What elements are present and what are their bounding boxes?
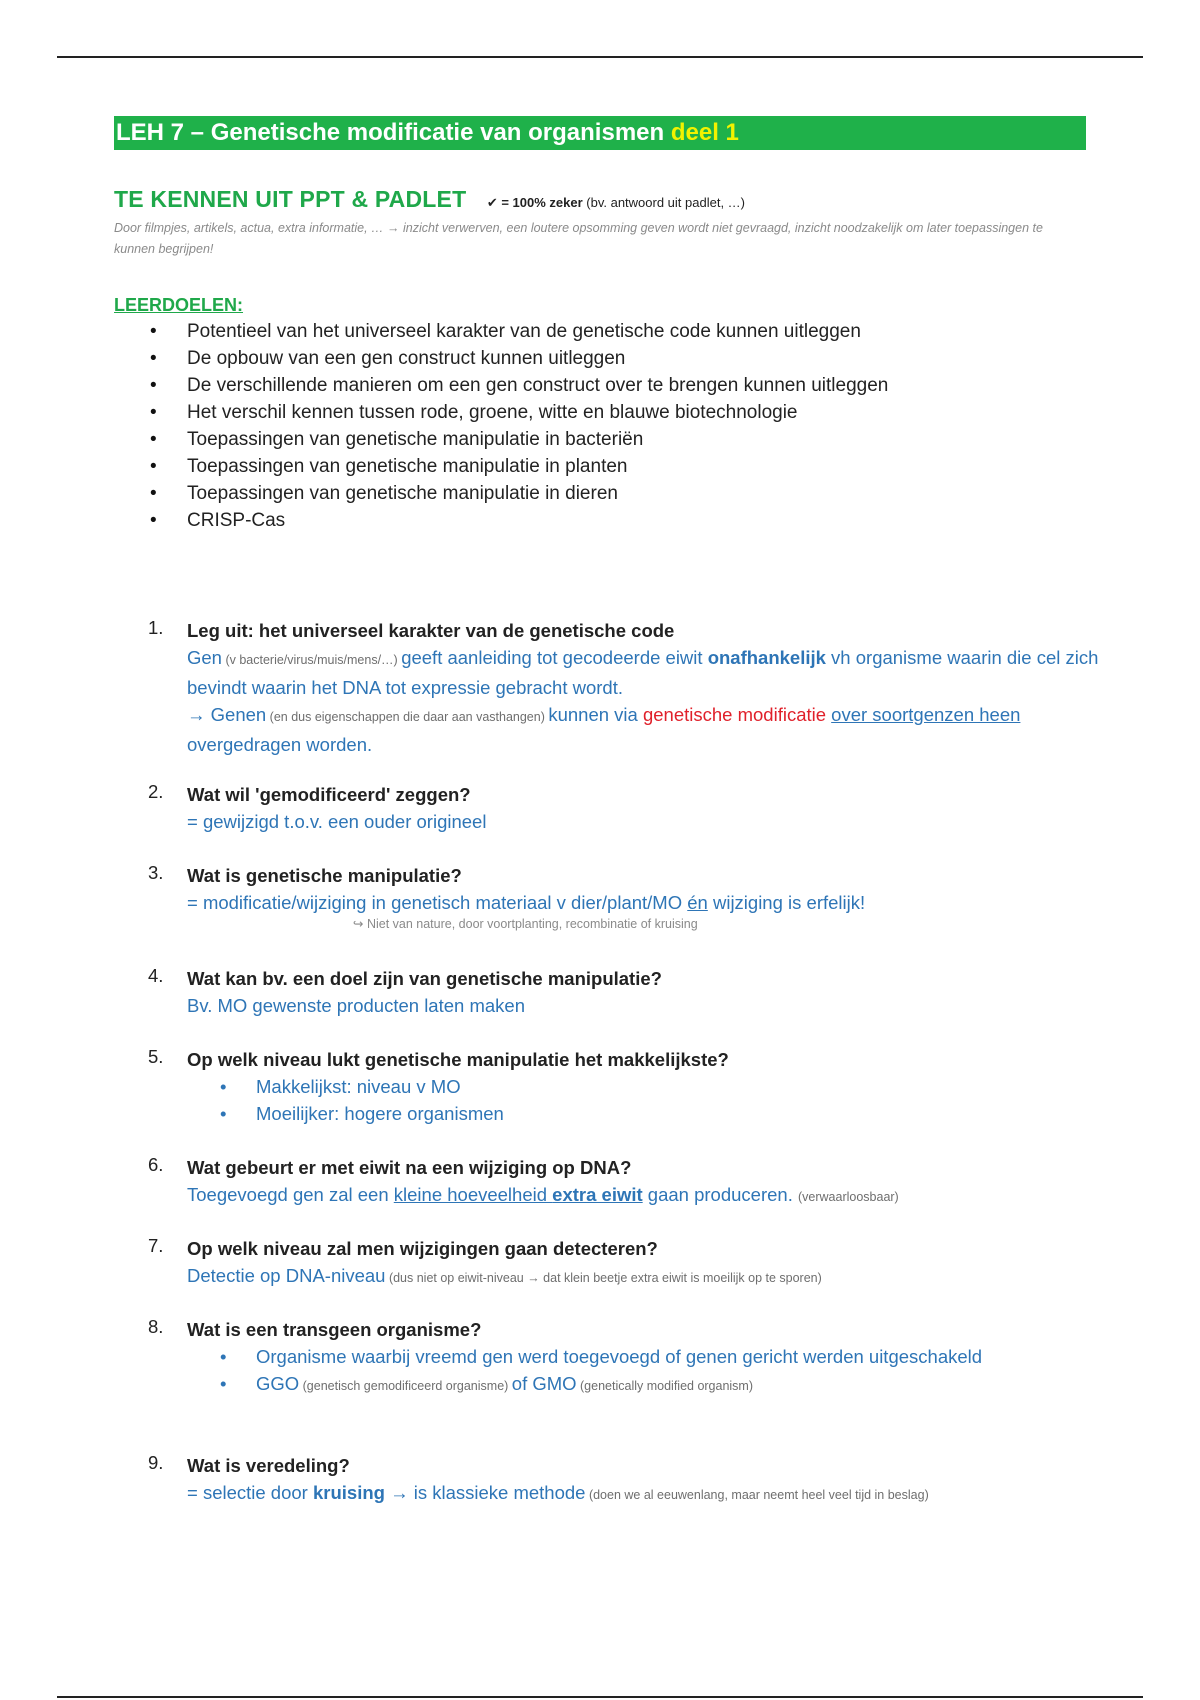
answer-part: = modificatie/wijziging in genetisch materiaal v dier/plant/MO (187, 892, 688, 913)
question-text: Op welk niveau zal men wijzigingen gaan detecteren? (187, 1238, 658, 1259)
answer-aside: (genetically modified organism) (576, 1379, 754, 1393)
question-1 (148, 617, 1108, 758)
question-number: 4. (148, 965, 164, 986)
chapter-title-highlight: deel 1 (670, 119, 739, 146)
answer-item: • Organisme waarbij vreemd gen werd toegevoegd of genen gericht werden uitgeschakeld (220, 1343, 1108, 1370)
certainty-bold: = 100% zeker (497, 195, 583, 210)
question-4 (148, 965, 1108, 1019)
goal-item: • Het verschil kennen tussen rode, groene, witte en blauwe biotechnologie (148, 399, 888, 426)
arrow-icon: → Genen (187, 704, 267, 725)
answer-part: → is klassieke methode (384, 1482, 586, 1503)
answer-item: • Makkelijkst: niveau v MO (220, 1073, 1108, 1100)
certainty-rest: (bv. antwoord uit padlet, …) (582, 195, 745, 210)
answer-part: overgedragen worden. (187, 734, 373, 755)
top-rule (57, 56, 1143, 58)
question-number: 2. (148, 781, 164, 802)
goal-item: • Toepassingen van genetische manipulatie in bacteriën (148, 426, 888, 453)
answer-subnote: ↪ Niet van nature, door voortplanting, recombinatie of kruising (353, 917, 698, 931)
goal-item: • CRISP-Cas (148, 507, 888, 534)
goals-heading: LEERDOELEN: (114, 295, 244, 315)
goal-item: • De verschillende manieren om een gen construct over te brengen kunnen uitleggen (148, 372, 888, 399)
answer-emphasis: kruising (312, 1482, 385, 1503)
answer-part: Gen (187, 647, 222, 668)
answer-item: • Moeilijker: hogere organismen (220, 1100, 1108, 1127)
certainty-note (487, 195, 745, 210)
question-number: 7. (148, 1235, 164, 1256)
answer-emphasis: onafhankelijk (707, 647, 826, 668)
answer-part: kunnen via (548, 704, 643, 725)
goals-list (148, 318, 888, 534)
answer-text: = gewijzigd t.o.v. een ouder origineel (187, 811, 487, 832)
question-text: Wat wil 'gemodificeerd' zeggen? (187, 784, 471, 805)
question-text: Wat is genetische manipulatie? (187, 865, 462, 886)
answer-text (187, 1479, 1108, 1509)
answer-item (220, 1370, 1108, 1400)
question-6 (148, 1154, 1108, 1211)
bottom-rule (57, 1696, 1143, 1698)
question-text: Wat kan bv. een doel zijn van genetische manipulatie? (187, 968, 662, 989)
answer-underline: over soortgenzen heen (831, 704, 1021, 725)
answer-text (187, 644, 1107, 701)
answer-aside: (dus niet op eiwit-niveau → dat klein beetje extra eiwit is moeilijk op te sporen) (385, 1271, 822, 1285)
question-8 (148, 1316, 1108, 1400)
answer-text: Bv. MO gewenste producten laten maken (187, 995, 525, 1016)
question-9 (148, 1452, 1108, 1509)
question-5 (148, 1046, 1108, 1127)
answer-underline: kleine hoeveelheid (393, 1184, 553, 1205)
chapter-title-main: LEH 7 – Genetische modificatie van organismen (116, 119, 671, 146)
question-text: Wat is een transgeen organisme? (187, 1319, 482, 1340)
answer-part: of GMO (511, 1373, 577, 1394)
answer-part: Toegevoegd gen zal een (187, 1184, 394, 1205)
answer-emphasis: extra eiwit (552, 1184, 643, 1205)
question-3 (148, 862, 1108, 932)
question-text: Op welk niveau lukt genetische manipulatie het makkelijkste? (187, 1049, 729, 1070)
answer-part: geeft aanleiding tot gecodeerde eiwit (401, 647, 708, 668)
goal-item: • Potentieel van het universeel karakter van de genetische code kunnen uitleggen (148, 318, 888, 345)
answer-part: gaan produceren. (642, 1184, 798, 1205)
section-header (114, 186, 745, 213)
question-7 (148, 1235, 1108, 1292)
answer-part: wijziging is erfelijk! (707, 892, 866, 913)
answer-highlight: genetische modificatie (642, 704, 827, 725)
answer-text (187, 889, 1108, 916)
question-number: 8. (148, 1316, 164, 1337)
goal-item: • De opbouw van een gen construct kunnen uitleggen (148, 345, 888, 372)
answer-part: vh organisme waarin die cel zich bevindt waarin het DNA tot expressie gebracht wordt. (187, 647, 1099, 698)
answer-aside: (genetisch gemodificeerd organisme) (299, 1379, 512, 1393)
goal-item: • Toepassingen van genetische manipulatie in dieren (148, 480, 888, 507)
question-number: 3. (148, 862, 164, 883)
question-text: Wat gebeurt er met eiwit na een wijziging op DNA? (187, 1157, 632, 1178)
question-number: 1. (148, 617, 164, 638)
section-heading: TE KENNEN UIT PPT & PADLET (114, 186, 467, 212)
check-icon: ✔ (486, 195, 498, 210)
answer-text (187, 701, 1107, 758)
answer-aside: (verwaarloosbaar) (797, 1190, 899, 1204)
question-2 (148, 781, 1108, 835)
answer-aside: (doen we al eeuwenlang, maar neemt heel veel tijd in beslag) (585, 1488, 929, 1502)
answer-aside: (v bacterie/virus/muis/mens/…) (221, 653, 402, 667)
question-number: 6. (148, 1154, 164, 1175)
question-text: Leg uit: het universeel karakter van de genetische code (187, 620, 675, 641)
question-number: 5. (148, 1046, 164, 1067)
question-number: 9. (148, 1452, 164, 1473)
answer-part: = selectie door (187, 1482, 313, 1503)
answer-list (220, 1343, 1108, 1400)
intro-text: Door filmpjes, artikels, actua, extra informatie, … → inzicht verwerven, een loutere opsomming geven wordt niet gevraagd, inzicht noodzakelijk om later toepassingen te kunnen begrijpen! (114, 221, 1043, 256)
goal-item: • Toepassingen van genetische manipulatie in planten (148, 453, 888, 480)
question-text: Wat is veredeling? (187, 1455, 350, 1476)
chapter-title (114, 116, 1086, 150)
answer-underline: én (687, 892, 708, 913)
answer-text (187, 1262, 1108, 1292)
answer-aside: (en dus eigenschappen die daar aan vasthangen) (266, 710, 549, 724)
answer-text (187, 1181, 1108, 1211)
answer-part: Detectie op DNA-niveau (187, 1265, 386, 1286)
answer-part: GGO (256, 1373, 300, 1394)
answer-list (220, 1073, 1108, 1127)
